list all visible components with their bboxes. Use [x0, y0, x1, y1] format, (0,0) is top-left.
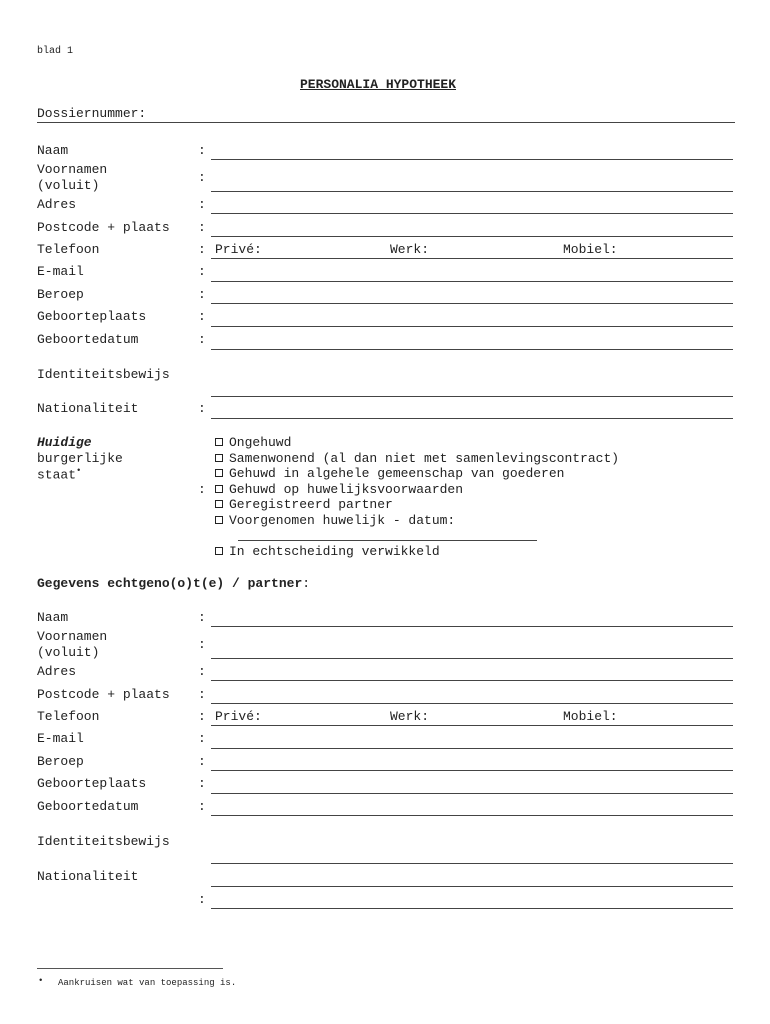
label-geboorteplaats: Geboorteplaats	[37, 309, 147, 324]
label-beroep: Beroep	[37, 287, 84, 302]
partner-label-voornamen-voluit: (voluit)	[37, 645, 100, 660]
colon: :	[198, 664, 206, 679]
footnote-mark: •	[76, 466, 82, 476]
colon: :	[198, 242, 206, 257]
colon: :	[198, 143, 206, 158]
beroep-field[interactable]	[211, 303, 733, 304]
colon: :	[198, 799, 206, 814]
email-field[interactable]	[211, 281, 733, 282]
partner-label-naam: Naam	[37, 610, 69, 625]
label-voornamen-voluit: (voluit)	[37, 178, 100, 193]
option-geregistreerd-partner[interactable]: Geregistreerd partner	[215, 497, 393, 512]
colon: :	[198, 709, 206, 724]
checkbox-icon[interactable]	[215, 454, 223, 462]
partner-email-field[interactable]	[211, 748, 733, 749]
postcode-field[interactable]	[211, 236, 733, 237]
voornamen-field[interactable]	[211, 191, 733, 192]
identiteitsbewijs-field[interactable]	[211, 396, 733, 397]
colon: :	[198, 287, 206, 302]
partner-label-postcode: Postcode + plaats	[37, 687, 170, 702]
partner-adres-field[interactable]	[211, 680, 733, 681]
colon: :	[198, 731, 206, 746]
label-prive: Privé:	[215, 242, 262, 257]
partner-geboorteplaats-field[interactable]	[211, 793, 733, 794]
colon: :	[198, 264, 206, 279]
footnote-mark: •	[38, 976, 44, 986]
partner-label-geboorteplaats: Geboorteplaats	[37, 776, 147, 791]
partner-postcode-field[interactable]	[211, 703, 733, 704]
checkbox-icon[interactable]	[215, 438, 223, 446]
label-telefoon: Telefoon	[37, 242, 100, 257]
colon: :	[198, 170, 206, 185]
partner-label-nationaliteit: Nationaliteit	[37, 869, 139, 884]
label-adres: Adres	[37, 197, 77, 212]
partner-beroep-field[interactable]	[211, 770, 733, 771]
option-gehuwd-voorwaarden[interactable]: Gehuwd op huwelijksvoorwaarden	[215, 482, 463, 497]
colon: :	[198, 332, 206, 347]
label-naam: Naam	[37, 143, 69, 158]
colon: :	[198, 220, 206, 235]
footnote-text: Aankruisen wat van toepassing is.	[58, 978, 237, 988]
option-echtscheiding[interactable]: In echtscheiding verwikkeld	[215, 544, 440, 559]
partner-nationaliteit-field[interactable]	[211, 886, 733, 887]
colon: :	[198, 482, 206, 497]
colon: :	[198, 776, 206, 791]
checkbox-icon[interactable]	[215, 500, 223, 508]
option-samenwonend[interactable]: Samenwonend (al dan niet met samenlevingscontract)	[215, 451, 619, 466]
partner-naam-field[interactable]	[211, 626, 733, 627]
dossier-field[interactable]	[37, 122, 735, 123]
checkbox-icon[interactable]	[215, 547, 223, 555]
partner-telefoon-field[interactable]	[211, 725, 733, 726]
adres-field[interactable]	[211, 213, 733, 214]
partner-label-voornamen: Voornamen	[37, 629, 108, 644]
partner-heading: Gegevens echtgeno(o)t(e) / partner:	[37, 576, 311, 591]
geboorteplaats-field[interactable]	[211, 326, 733, 327]
partner-label-geboortedatum: Geboortedatum	[37, 799, 139, 814]
label-identiteitsbewijs: Identiteitsbewijs	[37, 367, 170, 382]
partner-label-mobiel: Mobiel:	[563, 709, 618, 724]
naam-field[interactable]	[211, 159, 733, 160]
partner-identiteitsbewijs-field[interactable]	[211, 863, 733, 864]
checkbox-icon[interactable]	[215, 469, 223, 477]
civil-status-label-2: burgerlijke	[37, 451, 123, 466]
telefoon-field[interactable]	[211, 258, 733, 259]
colon: :	[198, 401, 206, 416]
label-werk: Werk:	[390, 242, 430, 257]
partner-label-identiteitsbewijs: Identiteitsbewijs	[37, 834, 170, 849]
colon: :	[198, 610, 206, 625]
label-postcode: Postcode + plaats	[37, 220, 170, 235]
partner-extra-field[interactable]	[211, 908, 733, 909]
partner-label-werk: Werk:	[390, 709, 430, 724]
checkbox-icon[interactable]	[215, 516, 223, 524]
colon: :	[198, 197, 206, 212]
option-ongehuwd[interactable]: Ongehuwd	[215, 435, 291, 450]
dossier-label: Dossiernummer:	[37, 106, 147, 121]
partner-label-adres: Adres	[37, 664, 77, 679]
checkbox-icon[interactable]	[215, 485, 223, 493]
label-geboortedatum: Geboortedatum	[37, 332, 139, 347]
label-voornamen: Voornamen	[37, 162, 108, 177]
option-gehuwd-gemeenschap[interactable]: Gehuwd in algehele gemeenschap van goederen	[215, 466, 564, 481]
civil-status-label-3: staat•	[37, 466, 82, 483]
nationaliteit-field[interactable]	[211, 418, 733, 419]
label-email: E-mail	[37, 264, 84, 279]
colon: :	[198, 754, 206, 769]
geboortedatum-field[interactable]	[211, 349, 733, 350]
label-mobiel: Mobiel:	[563, 242, 618, 257]
colon: :	[198, 687, 206, 702]
footnote-divider	[37, 968, 223, 969]
civil-status-label-1: Huidige	[37, 435, 92, 450]
partner-geboortedatum-field[interactable]	[211, 815, 733, 816]
colon: :	[198, 892, 206, 907]
option-voorgenomen-huwelijk[interactable]: Voorgenomen huwelijk - datum:	[215, 513, 455, 528]
partner-voornamen-field[interactable]	[211, 658, 733, 659]
partner-label-telefoon: Telefoon	[37, 709, 100, 724]
partner-label-beroep: Beroep	[37, 754, 84, 769]
page-title: PERSONALIA HYPOTHEEK	[300, 77, 457, 92]
partner-label-email: E-mail	[37, 731, 84, 746]
colon: :	[198, 637, 206, 652]
partner-label-prive: Privé:	[215, 709, 262, 724]
page-label: blad 1	[37, 46, 74, 57]
colon: :	[198, 309, 206, 324]
huwelijk-datum-field[interactable]	[238, 540, 537, 541]
label-nationaliteit: Nationaliteit	[37, 401, 139, 416]
